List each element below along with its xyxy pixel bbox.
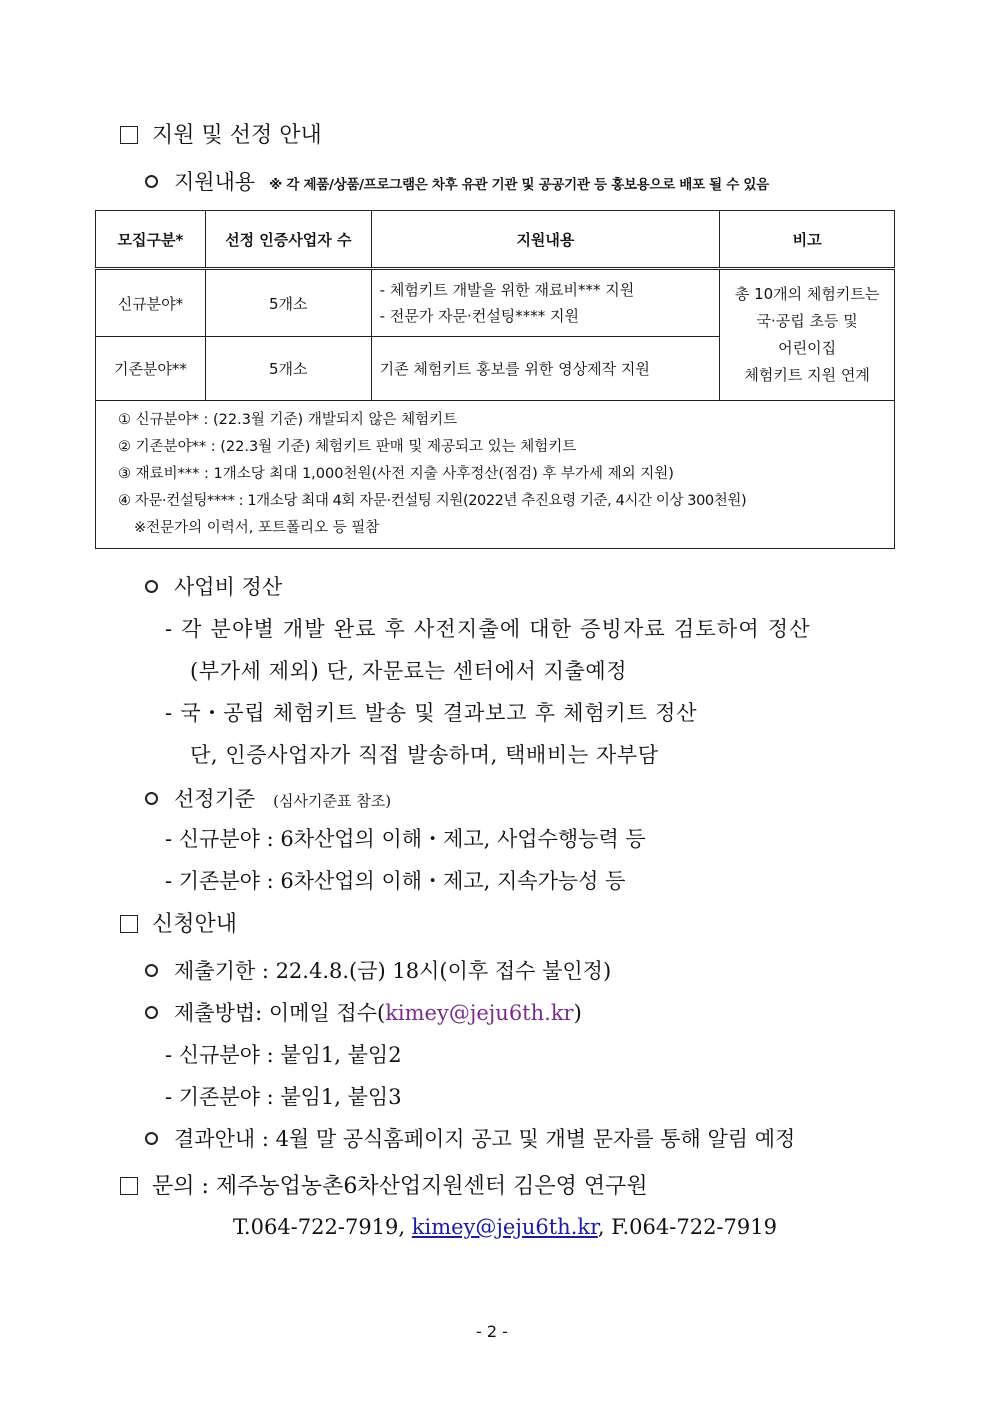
circle-bullet-icon bbox=[145, 175, 158, 188]
application-deadline: 제출기한 : 22.4.8.(금) 18시(이후 접수 불인정) bbox=[145, 955, 611, 985]
page-number: - 2 - bbox=[476, 1322, 508, 1341]
settlement-title: 사업비 정산 bbox=[145, 571, 282, 601]
inquiry-phone: T.064-722-7919, bbox=[233, 1215, 406, 1239]
table-header-cell: 선정 인증사업자 수 bbox=[205, 211, 371, 269]
circle-bullet-icon bbox=[145, 580, 158, 593]
inquiry-heading: 문의 : 제주농업농촌6차산업지원센터 김은영 연구원 bbox=[120, 1169, 648, 1200]
footnote: ③ 재료비*** : 1개소당 최대 1,000천원(사전 지출 사후정산(점검) 후 부가세 제외 지원) bbox=[118, 466, 674, 482]
checkbox-square-icon bbox=[120, 1177, 138, 1195]
criteria-note: (심사기준표 참조) bbox=[273, 792, 392, 810]
circle-bullet-icon bbox=[145, 792, 158, 805]
settlement-item: 단, 인증사업자가 직접 발송하며, 택배비는 자부담 bbox=[190, 743, 659, 767]
table-row bbox=[96, 269, 895, 337]
count-cell: 5개소 bbox=[205, 269, 371, 337]
application-item: - 신규분야 : 붙임1, 붙임2 bbox=[165, 1043, 402, 1067]
application-result: 결과안내 : 4월 말 공식홈페이지 공고 및 개별 문자를 통해 알림 예정 bbox=[145, 1123, 795, 1153]
checkbox-square-icon bbox=[120, 126, 138, 144]
inquiry-email-link[interactable]: kimey@jeju6th.kr bbox=[411, 1215, 598, 1239]
footnote-cell bbox=[96, 401, 895, 549]
criteria-item: - 신규분야 : 6차산업의 이해・제고, 사업수행능력 등 bbox=[165, 827, 646, 851]
category-cell: 기존분야** bbox=[96, 337, 206, 401]
content-cell: 기존 체험키트 홍보를 위한 영상제작 지원 bbox=[371, 337, 720, 401]
settlement-item: - 각 분야별 개발 완료 후 사전지출에 대한 증빙자료 검토하여 정산 bbox=[165, 617, 811, 641]
table-header-cell: 모집구분* bbox=[96, 211, 206, 269]
support-content-note: ※ 각 제품/상품/프로그램은 차후 유관 기관 및 공공기관 등 홍보용으로 배포 될 수 있음 bbox=[269, 177, 769, 193]
support-table bbox=[95, 210, 895, 549]
application-method: 제출방법: 이메일 접수(kimey@jeju6th.kr) bbox=[145, 997, 582, 1027]
circle-bullet-icon bbox=[145, 1006, 158, 1019]
section-support-heading: 지원 및 선정 안내 bbox=[120, 118, 322, 149]
table-header-cell: 지원내용 bbox=[371, 211, 720, 269]
table-footnote-row bbox=[96, 401, 895, 549]
checkbox-square-icon bbox=[120, 915, 138, 933]
settlement-item: (부가세 제외) 단, 자문료는 센터에서 지출예정 bbox=[190, 659, 628, 683]
application-item: - 기존분야 : 붙임1, 붙임3 bbox=[165, 1085, 402, 1109]
content-cell: - 체험키트 개발을 위한 재료비*** 지원 - 전문가 자문·컨설팅**** 지원 bbox=[371, 269, 720, 337]
footnote: ① 신규분야* : (22.3월 기준) 개발되지 않은 체험키트 bbox=[118, 412, 458, 428]
circle-bullet-icon bbox=[145, 964, 158, 977]
table-header-row bbox=[96, 211, 895, 269]
criteria-item: - 기존분야 : 6차산업의 이해・제고, 지속가능성 등 bbox=[165, 869, 626, 893]
support-content-title: 지원내용 bbox=[174, 170, 256, 194]
application-heading: 신청안내 bbox=[120, 907, 237, 938]
application-email-link[interactable]: kimey@jeju6th.kr bbox=[385, 1001, 574, 1025]
inquiry-contact bbox=[233, 1215, 777, 1239]
category-cell: 신규분야* bbox=[96, 269, 206, 337]
settlement-item: - 국・공립 체험키트 발송 및 결과보고 후 체험키트 정산 bbox=[165, 701, 698, 725]
footnote: ④ 자문·컨설팅**** : 1개소당 최대 4회 자문·컨설팅 지원(2022년 추진요령 기준, 4시간 이상 300천원) bbox=[118, 493, 747, 509]
support-content-line bbox=[145, 166, 769, 196]
footnote: ※전문가의 이력서, 포트폴리오 등 필참 bbox=[134, 520, 380, 536]
remark-cell: 총 10개의 체험키트는 국·공립 초등 및 어린이집 체험키트 지원 연계 bbox=[720, 269, 895, 401]
inquiry-fax: , F.064-722-7919 bbox=[597, 1215, 777, 1239]
footnote: ② 기존분야** : (22.3월 기준) 체험키트 판매 및 제공되고 있는 체험키트 bbox=[118, 439, 577, 455]
criteria-title: 선정기준 (심사기준표 참조) bbox=[145, 783, 391, 813]
count-cell: 5개소 bbox=[205, 337, 371, 401]
circle-bullet-icon bbox=[145, 1132, 158, 1145]
table-header-cell: 비고 bbox=[720, 211, 895, 269]
